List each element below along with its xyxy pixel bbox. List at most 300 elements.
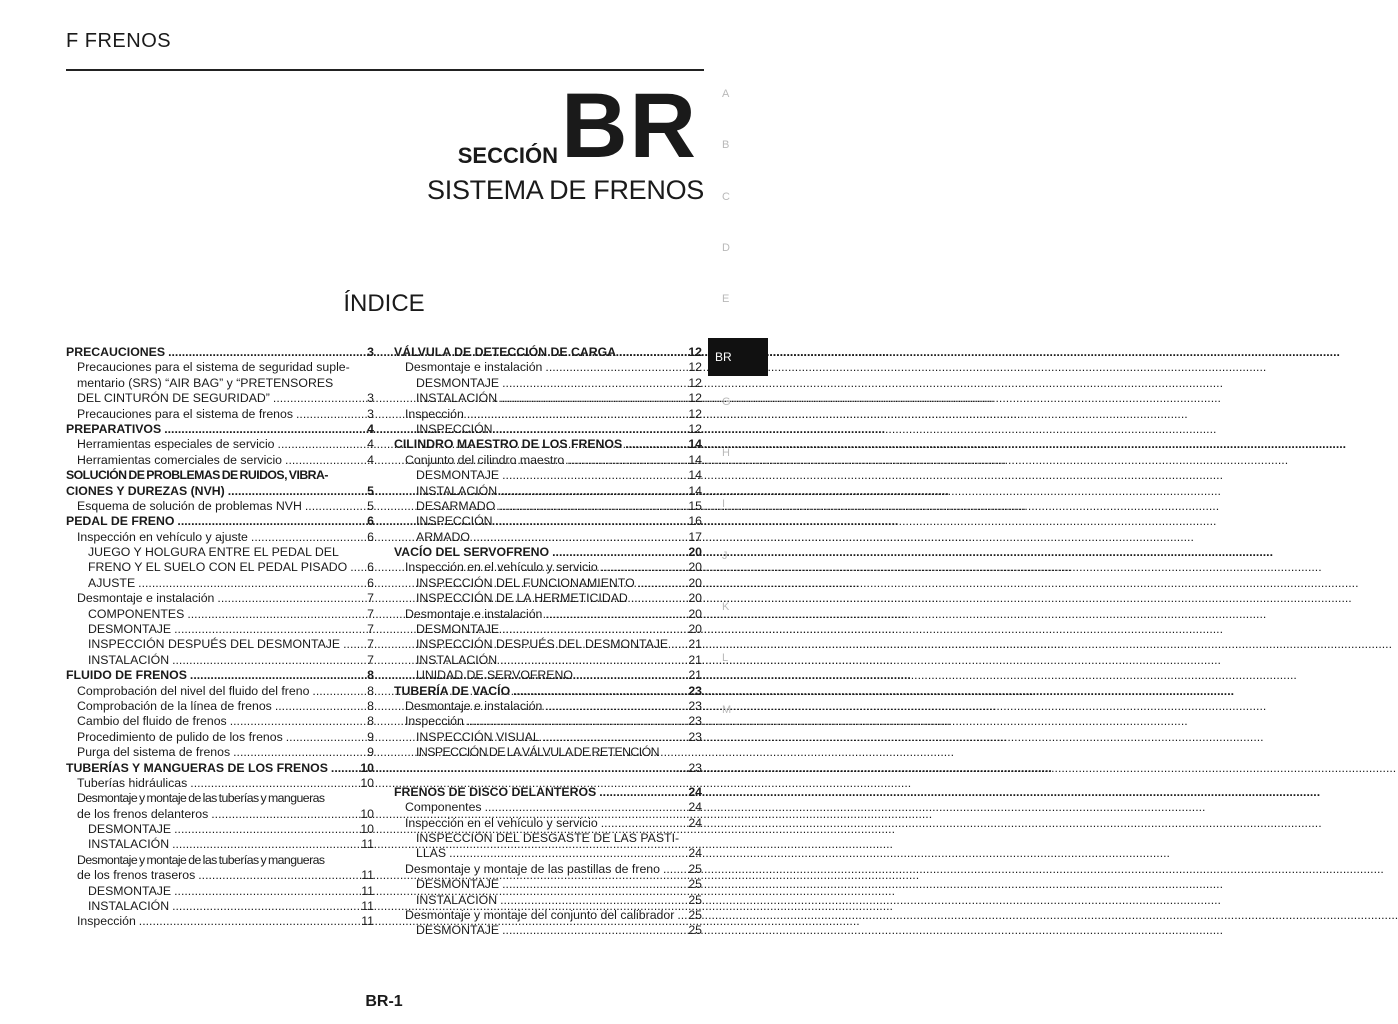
toc-leader-dots [177, 514, 364, 529]
toc-entry-title: AJUSTE [88, 575, 136, 590]
toc-leader-dots [190, 668, 364, 683]
toc-entry-title: INSTALACIÓN [416, 892, 498, 907]
toc-entry-title: Cambio del fluido de frenos [77, 714, 227, 729]
toc-entry-page: 17 [688, 529, 702, 544]
toc-entry-page: 14 [688, 437, 702, 452]
section-title: SISTEMA DE FRENOS [427, 175, 704, 205]
toc-entry[interactable] [394, 923, 702, 938]
toc-leader-dots [273, 391, 364, 406]
toc-entry-title: Comprobación de la línea de frenos [77, 698, 272, 713]
toc-entry-title: Desmontaje y montaje de las pastillas de freno [405, 861, 660, 876]
toc-entry-title: Desmontaje y montaje del conjunto del calibrador [405, 908, 675, 923]
header-rule [66, 69, 704, 71]
toc-entry[interactable] [394, 816, 702, 831]
toc-entry-page: 25 [688, 908, 702, 923]
toc-entry[interactable] [66, 868, 374, 883]
toc-entry-page: 24 [688, 846, 702, 861]
toc-entry-page: 23 [688, 729, 702, 744]
toc-leader-dots [638, 576, 686, 591]
toc-entry-page: 4 [367, 452, 374, 467]
toc-entry-title: Inspección en vehículo y ajuste [77, 529, 248, 544]
toc-entry[interactable] [394, 785, 702, 800]
toc-leader-dots [500, 653, 685, 668]
toc-entry-page: 4 [367, 437, 374, 452]
toc-leader-dots [496, 422, 686, 437]
toc-entry-page: 20 [688, 575, 702, 590]
toc-entry-page: 3 [367, 391, 374, 406]
toc-leader-dots [500, 484, 685, 499]
toc-entry[interactable] [394, 800, 702, 815]
toc-entry-title: Precauciones para el sistema de frenos [77, 406, 293, 421]
toc-entry[interactable] [394, 877, 702, 892]
toc-entry-page: 5 [367, 498, 374, 513]
toc-entry-title: DESMONTAJE [416, 468, 500, 483]
toc-leader-dots [498, 499, 685, 514]
toc-leader-dots [576, 668, 685, 683]
toc-entry-title: DESMONTAJE [88, 822, 172, 837]
toc-entry-line: Precauciones para el sistema de seguridad suple- [77, 360, 350, 375]
toc-entry-page: 24 [688, 815, 702, 830]
side-tab-br[interactable]: BR [708, 338, 768, 376]
toc-entry-page: 7 [367, 637, 374, 652]
toc-right-column [394, 345, 702, 939]
toc-leader-dots [286, 730, 364, 745]
toc-leader-dots [174, 884, 358, 899]
toc-leader-dots [174, 622, 364, 637]
toc-entry[interactable] [394, 761, 702, 776]
toc-leader-dots [601, 816, 686, 831]
toc-entry[interactable] [66, 838, 374, 853]
toc-entry-page: 12 [688, 406, 702, 421]
toc-entry-title: DESARMADO [416, 498, 496, 513]
toc-entry-title: LLAS [416, 846, 447, 861]
toc-entry-title: Componentes [405, 800, 482, 815]
toc-entry-page: 10 [360, 760, 374, 775]
toc-leader-dots [500, 893, 685, 908]
section-code: BR [561, 75, 698, 177]
toc-entry[interactable] [66, 591, 374, 606]
toc-entry-line: Desmontaje y montaje de las tuberías y mangueras [77, 852, 325, 867]
toc-entry-page: 9 [367, 745, 374, 760]
toc-entry-page: 7 [367, 652, 374, 667]
toc-entry-page: 25 [688, 923, 702, 938]
toc-entry-page: 10 [360, 806, 374, 821]
toc-entry-title: INSTALACIÓN [88, 837, 170, 852]
toc-entry[interactable] [394, 453, 702, 468]
toc-leader-dots [567, 453, 685, 468]
toc-entry[interactable] [394, 530, 702, 545]
toc-leader-dots [677, 908, 685, 923]
toc-entry[interactable] [66, 422, 374, 437]
toc-entry-title: PRECAUCIONES [66, 344, 166, 359]
toc-entry-page: 7 [367, 622, 374, 637]
toc-entry[interactable] [394, 637, 702, 652]
toc-entry[interactable] [394, 499, 702, 514]
side-tab-e[interactable]: E [722, 293, 730, 306]
toc-leader-dots [172, 837, 358, 852]
toc-entry-page: 12 [688, 344, 702, 359]
toc-leader-dots [500, 391, 685, 406]
toc-leader-dots [172, 899, 358, 914]
toc-entry-title: INSPECCIÓN DEL FUNCIONAMIENTO [416, 575, 635, 590]
toc-entry-title: CIONES Y DUREZAS (NVH) [66, 483, 225, 498]
toc-entry-title: INSPECCIÓN VISUAL [416, 729, 540, 744]
toc-entry-page: 21 [688, 637, 702, 652]
toc-entry[interactable] [66, 914, 374, 929]
toc-entry[interactable] [394, 714, 702, 729]
toc-leader-dots [312, 684, 364, 699]
side-tab-a[interactable]: A [722, 88, 730, 100]
toc-entry-title: Inspección en el vehículo y servicio [405, 815, 598, 830]
toc-gap [394, 776, 702, 785]
toc-entry-page: 21 [688, 652, 702, 667]
toc-leader-dots [631, 591, 685, 606]
side-tab-d[interactable]: D [722, 241, 730, 254]
toc-entry-title: TUBERÍA DE VACÍO [394, 683, 511, 698]
toc-entry-title: Desmontaje e instalación [405, 360, 543, 375]
toc-leader-dots [187, 607, 364, 622]
toc-entry-page: 6 [367, 514, 374, 529]
toc-leader-dots [502, 923, 685, 938]
toc-entry-page: 23 [688, 760, 702, 775]
toc-entry[interactable] [66, 530, 374, 545]
toc-entry-page: 3 [367, 406, 374, 421]
toc-entry[interactable] [66, 761, 374, 776]
toc-entry[interactable] [394, 653, 702, 668]
toc-entry[interactable] [394, 684, 702, 699]
toc-leader-dots [545, 699, 685, 714]
toc-entry[interactable] [66, 745, 374, 760]
toc-entry-page: 25 [688, 892, 702, 907]
toc-entry[interactable] [66, 560, 374, 575]
toc-entry[interactable] [394, 893, 702, 908]
toc-entry-title: CILINDRO MAESTRO DE LOS FRENOS [394, 437, 623, 452]
toc-entry-title: Inspección [405, 714, 464, 729]
toc-entry[interactable] [394, 391, 702, 406]
toc-leader-dots [543, 730, 686, 745]
toc-entry-title: INSTALACIÓN [416, 652, 498, 667]
toc-entry[interactable] [66, 514, 374, 529]
toc-entry[interactable] [394, 345, 702, 360]
toc-entry-title: DESMONTAJE [416, 375, 500, 390]
toc-entry-page: 4 [367, 421, 374, 436]
toc-entry[interactable] [66, 714, 374, 729]
toc-entry-page: 23 [688, 714, 702, 729]
toc-leader-dots [485, 800, 686, 815]
toc-entry-title: DEL CINTURÓN DE SEGURIDAD” [77, 391, 270, 406]
toc-entry-title: Desmontaje e instalación [405, 606, 543, 621]
toc-entry-title: INSPECCIÓN [416, 514, 493, 529]
toc-entry-title: DESMONTAJE [88, 622, 172, 637]
page-number: BR-1 [365, 993, 403, 1010]
toc-leader-dots [545, 607, 685, 622]
toc-entry[interactable] [66, 730, 374, 745]
toc-leader-dots [663, 862, 685, 877]
toc-entry[interactable] [394, 422, 702, 437]
toc-entry[interactable] [394, 360, 702, 375]
toc-entry-page: 8 [367, 668, 374, 683]
toc-entry-page: 14 [688, 468, 702, 483]
toc-entry[interactable] [66, 437, 374, 452]
toc-entry-page: 20 [688, 545, 702, 560]
toc-leader-dots [467, 407, 686, 422]
toc-entry-page: 10 [360, 775, 374, 790]
toc-entry-page: 8 [367, 683, 374, 698]
toc-entry-page: 5 [367, 483, 374, 498]
toc-entry[interactable] [394, 591, 702, 606]
toc-leader-dots [285, 453, 364, 468]
toc-leader-dots [449, 846, 685, 861]
toc-entry-title: Herramientas especiales de servicio [77, 437, 275, 452]
toc-entry-title: Comprobación del nivel del fluido del freno [77, 683, 310, 698]
toc-entry-title: Procedimiento de pulido de los frenos [77, 729, 283, 744]
toc-entry-title: FRENOS DE DISCO DELANTEROS [394, 784, 597, 799]
toc-entry[interactable] [394, 668, 702, 683]
toc-left-column [66, 345, 374, 930]
toc-entry-title: DESMONTAJE [416, 622, 500, 637]
toc-leader-dots [552, 545, 685, 560]
toc-entry-page: 11 [361, 837, 374, 852]
toc-entry[interactable] [394, 622, 702, 637]
toc-entry-page: 14 [688, 483, 702, 498]
toc-entry[interactable] [66, 576, 374, 591]
toc-entry[interactable] [66, 807, 374, 822]
toc-entry-title: Inspección [77, 914, 136, 929]
side-tab-l[interactable]: L [722, 652, 729, 665]
toc-entry-title: Inspección en el vehículo y servicio [405, 560, 598, 575]
toc-leader-dots [675, 761, 685, 776]
toc-leader-dots [502, 622, 685, 637]
toc-entry-title: Desmontaje e instalación [77, 591, 215, 606]
toc-leader-dots [211, 807, 357, 822]
toc-entry[interactable] [66, 607, 374, 622]
toc-entry-line: INSPECCIÓN DEL DESGASTE DE LAS PASTI- [416, 831, 680, 846]
toc-entry-page: 24 [688, 800, 702, 815]
toc-entry-title: Inspección [405, 406, 464, 421]
toc-leader-dots [502, 877, 685, 892]
toc-entry-page: 25 [688, 861, 702, 876]
toc-entry-title: DESMONTAJE [88, 883, 172, 898]
toc-leader-dots [172, 653, 364, 668]
toc-leader-dots [671, 637, 685, 652]
toc-entry-title: de los frenos delanteros [77, 806, 209, 821]
toc-leader-dots [513, 684, 685, 699]
toc-entry-title: FLUIDO DE FRENOS [66, 668, 187, 683]
toc-entry-page: 6 [367, 529, 374, 544]
toc-entry-page: 23 [688, 698, 702, 713]
toc-entry-page: 11 [361, 883, 374, 898]
toc-entry[interactable] [66, 684, 374, 699]
toc-entry-line: SOLUCIÓN DE PROBLEMAS DE RUIDOS, VIBRA- [66, 468, 328, 483]
toc-entry[interactable] [394, 576, 702, 591]
toc-entry-line: mentario (SRS) “AIR BAG” y “PRETENSORES [77, 375, 334, 390]
toc-entry-title: PREPARATIVOS [66, 421, 162, 436]
toc-entry[interactable] [394, 514, 702, 529]
toc-entry[interactable] [66, 499, 374, 514]
side-tab-g[interactable]: G [722, 395, 731, 408]
toc-leader-dots [601, 560, 686, 575]
toc-entry[interactable] [66, 391, 374, 406]
toc-entry-page: 7 [367, 606, 374, 621]
toc-entry-title: DESMONTAJE [416, 877, 500, 892]
toc-leader-dots [233, 745, 364, 760]
toc-leader-dots [619, 345, 685, 360]
toc-entry-page: 24 [688, 784, 702, 799]
toc-entry-title: INSPECCIÓN [416, 421, 493, 436]
toc-entry-page: 12 [688, 391, 702, 406]
toc-leader-dots [296, 407, 364, 422]
toc-entry-title: INSPECCIÓN DESPUÉS DEL DESMONTAJE [88, 637, 341, 652]
toc-leader-dots [625, 437, 685, 452]
section-header: F FRENOS [66, 30, 172, 52]
toc-entry[interactable] [66, 407, 374, 422]
toc-entry[interactable] [394, 376, 702, 391]
toc-entry[interactable] [394, 847, 702, 862]
toc-entry-line: JUEGO Y HOLGURA ENTRE EL PEDAL DEL [88, 545, 339, 560]
toc-entry-line: INSPECCIÓN DE LA VÁLVULA DE RETENCIÓN [416, 745, 659, 760]
toc-entry-title: INSPECCIÓN DESPUÉS DEL DESMONTAJE [416, 637, 669, 652]
toc-entry[interactable] [394, 908, 702, 923]
toc-entry-page: 15 [688, 498, 702, 513]
toc-entry-page: 25 [688, 877, 702, 892]
toc-entry-page: 14 [688, 452, 702, 467]
toc-leader-dots [599, 785, 685, 800]
toc-leader-dots [174, 822, 357, 837]
toc-entry[interactable] [394, 607, 702, 622]
side-tab-h[interactable]: H [722, 447, 730, 460]
toc-entry[interactable] [66, 668, 374, 683]
toc-entry[interactable] [394, 484, 702, 499]
toc-leader-dots [164, 422, 364, 437]
toc-leader-dots [198, 868, 358, 883]
toc-entry[interactable] [394, 699, 702, 714]
toc-leader-dots [305, 499, 364, 514]
toc-entry-page: 16 [688, 514, 702, 529]
toc-entry-page: 12 [688, 360, 702, 375]
side-tab-m[interactable]: M [722, 703, 732, 716]
toc-leader-dots [545, 360, 685, 375]
toc-entry[interactable] [66, 453, 374, 468]
toc-leader-dots [343, 637, 364, 652]
toc-entry-title: Tuberías hidráulicas [77, 775, 188, 790]
toc-entry-page: 11 [361, 868, 374, 883]
toc-entry[interactable] [394, 437, 702, 452]
toc-entry[interactable] [66, 822, 374, 837]
toc-entry-title: VÁLVULA DE DETECCIÓN DE CARGA [394, 344, 617, 359]
toc-entry[interactable] [66, 776, 374, 791]
toc-entry-title: UNIDAD DE SERVOFRENO [416, 668, 573, 683]
toc-leader-dots [139, 914, 358, 929]
toc-entry-page: 10 [360, 822, 374, 837]
toc-leader-dots [228, 484, 364, 499]
side-tab-k[interactable]: K [722, 601, 730, 613]
side-tab-b[interactable]: B [722, 139, 730, 152]
toc-entry[interactable] [394, 730, 702, 745]
toc-leader-dots [496, 514, 686, 529]
toc-entry-page: 12 [688, 421, 702, 436]
toc-entry[interactable] [66, 637, 374, 652]
toc-entry[interactable] [394, 560, 702, 575]
toc-entry-page: 7 [367, 591, 374, 606]
toc-entry-title: COMPONENTES [88, 606, 185, 621]
toc-leader-dots [473, 530, 685, 545]
toc-entry-title: VACÍO DEL SERVOFRENO [394, 545, 550, 560]
toc-entry-page: 11 [361, 899, 374, 914]
toc-entry-title: TUBERÍAS Y MANGUERAS DE LOS FRENOS [66, 760, 328, 775]
toc-entry-page: 20 [688, 591, 702, 606]
toc-leader-dots [278, 437, 365, 452]
toc-entry-page: 23 [688, 683, 702, 698]
toc-entry[interactable] [66, 345, 374, 360]
toc-entry-title: Herramientas comerciales de servicio [77, 452, 283, 467]
toc-entry-title: PEDAL DE FRENO [66, 514, 175, 529]
toc-entry[interactable] [66, 484, 374, 499]
toc-entry-title: INSPECCIÓN DE LA HERMETICIDAD [416, 591, 628, 606]
toc-entry[interactable] [394, 545, 702, 560]
toc-entry-page: 9 [367, 729, 374, 744]
toc-entry[interactable] [66, 884, 374, 899]
toc-leader-dots [350, 560, 364, 575]
toc-entry-title: FRENO Y EL SUELO CON EL PEDAL PISADO [88, 560, 348, 575]
toc-entry-page: 8 [367, 698, 374, 713]
toc-leader-dots [251, 530, 364, 545]
toc-entry-title: INSTALACIÓN [88, 899, 170, 914]
toc-entry-page: 6 [367, 575, 374, 590]
toc-leader-dots [467, 714, 686, 729]
toc-entry-page: 3 [367, 344, 374, 359]
toc-leader-dots [502, 376, 685, 391]
side-tab-c[interactable]: C [722, 190, 730, 203]
toc-leader-dots [138, 576, 364, 591]
toc-entry[interactable] [66, 653, 374, 668]
toc-entry-page: 21 [688, 668, 702, 683]
toc-entry-page: 20 [688, 560, 702, 575]
toc-entry-line: Desmontaje y montaje de las tuberías y mangueras [77, 791, 325, 806]
toc-entry-title: INSTALACIÓN [88, 652, 170, 667]
toc-leader-dots [190, 776, 357, 791]
seccion-label: SECCIÓN [457, 143, 558, 168]
toc-entry-page: 20 [688, 622, 702, 637]
side-tab-i[interactable]: I [722, 498, 726, 511]
toc-entry-page: 6 [367, 560, 374, 575]
toc-entry-title: DESMONTAJE [416, 923, 500, 938]
toc-entry[interactable] [394, 468, 702, 483]
side-tab-j[interactable]: J [722, 549, 728, 562]
toc-entry-title: Conjunto del cilindro maestro [405, 452, 565, 467]
toc-entry[interactable] [394, 407, 702, 422]
toc-leader-dots [230, 714, 364, 729]
toc-entry[interactable] [66, 699, 374, 714]
toc-leader-dots [217, 591, 364, 606]
toc-entry-title: Desmontaje e instalación [405, 698, 543, 713]
toc-entry[interactable] [394, 862, 702, 877]
toc-entry-title: Esquema de solución de problemas NVH [77, 498, 302, 513]
toc-entry[interactable] [66, 622, 374, 637]
toc-entry-page: 11 [361, 914, 374, 929]
toc-entry-title: Purga del sistema de frenos [77, 745, 231, 760]
toc-leader-dots [502, 468, 685, 483]
toc-entry-page: 8 [367, 714, 374, 729]
toc-leader-dots [275, 699, 364, 714]
toc-entry-title: INSTALACIÓN [416, 391, 498, 406]
toc-entry[interactable] [66, 899, 374, 914]
toc-entry-title: INSTALACIÓN [416, 483, 498, 498]
toc-entry-title: de los frenos traseros [77, 868, 196, 883]
toc-entry-page: 12 [688, 375, 702, 390]
toc-leader-dots [331, 761, 357, 776]
toc-entry-title: ARMADO [416, 529, 470, 544]
index-title: ÍNDICE [343, 290, 425, 317]
